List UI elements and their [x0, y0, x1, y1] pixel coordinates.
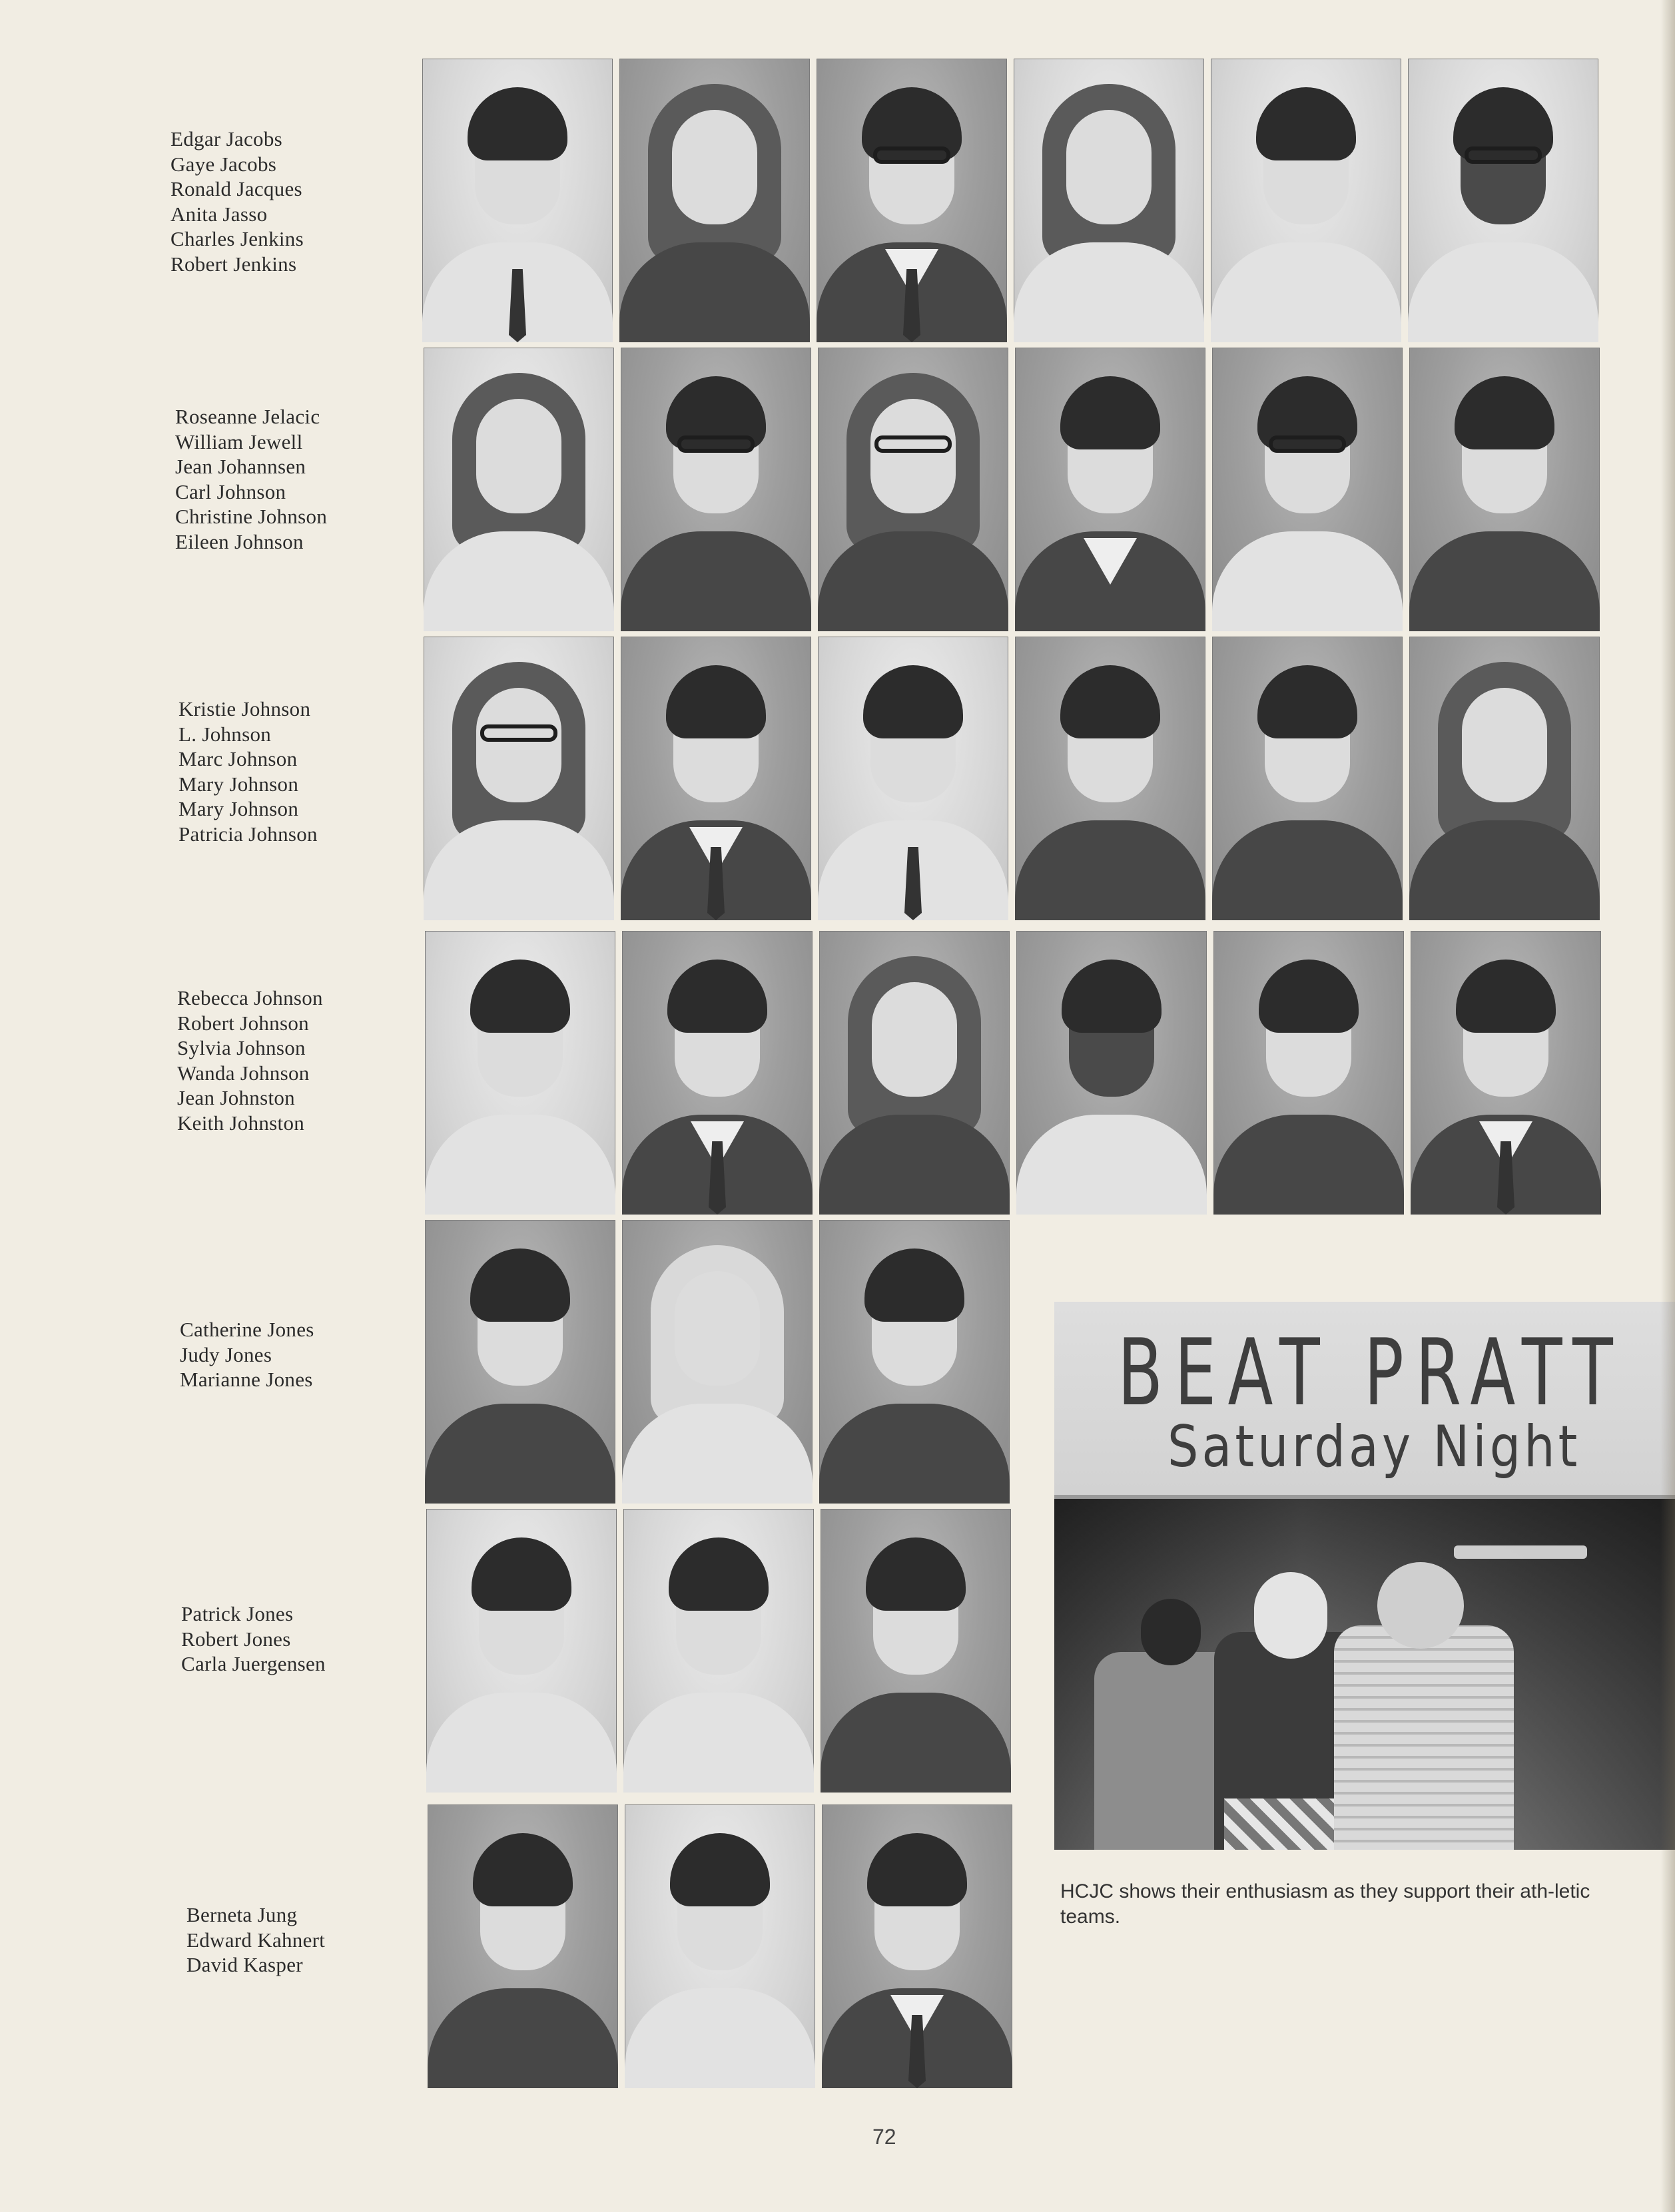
- name-list: [186, 1902, 325, 1978]
- student-name: Mary Johnson: [178, 797, 299, 820]
- student-name: Carl Johnson: [175, 479, 286, 503]
- hallway-scene: [1054, 1499, 1675, 1850]
- student-name: Kristie Johnson: [178, 697, 311, 720]
- student-name: Roseanne Jelacic: [175, 405, 320, 428]
- student-portrait: [819, 931, 1010, 1215]
- portrait-row: [424, 348, 1600, 631]
- banner-line2: Saturday Night: [1168, 1414, 1581, 1480]
- student-portrait: [426, 1509, 617, 1793]
- student-portrait: [1015, 637, 1205, 920]
- student-portrait: [622, 931, 813, 1215]
- student-name: Robert Jones: [181, 1627, 291, 1651]
- student-name: Edward Kahnert: [186, 1928, 326, 1952]
- student-name: Edgar Jacobs: [170, 127, 283, 150]
- student-name: Patrick Jones: [181, 1602, 294, 1625]
- student-portrait: [822, 1804, 1012, 2088]
- student-name: Marianne Jones: [180, 1368, 313, 1391]
- student-portrait: [425, 1220, 615, 1504]
- student-name: Mary Johnson: [178, 772, 299, 796]
- student-portrait: [819, 1220, 1010, 1504]
- banner-line1: BEAT PRATT: [1118, 1319, 1625, 1426]
- name-list: [180, 1317, 314, 1392]
- student-portrait: [1409, 348, 1600, 631]
- photo-caption: HCJC shows their enthusiasm as they support their ath-letic teams.: [1060, 1880, 1590, 1928]
- candid-photo: [1054, 1302, 1675, 1850]
- name-list: [178, 696, 318, 846]
- student-portrait: [1213, 931, 1404, 1215]
- student-portrait: [621, 348, 811, 631]
- student-name: Eileen Johnson: [175, 529, 304, 553]
- name-list: [181, 1601, 326, 1677]
- student-name: Robert Johnson: [177, 1011, 309, 1035]
- banner-sign: [1054, 1302, 1675, 1499]
- portrait-row: [426, 1509, 1011, 1793]
- student-portrait: [818, 637, 1008, 920]
- name-list: [175, 404, 327, 554]
- student-name: Jean Johnston: [177, 1086, 295, 1109]
- page-number: 72: [872, 2125, 896, 2149]
- student-portrait: [424, 637, 614, 920]
- student-name: Judy Jones: [180, 1342, 272, 1366]
- student-portrait: [623, 1509, 814, 1793]
- name-list: [177, 985, 323, 1135]
- student-portrait: [1408, 59, 1598, 342]
- student-portrait: [1014, 59, 1204, 342]
- student-portrait: [422, 59, 613, 342]
- student-name: L. Johnson: [178, 722, 272, 746]
- page-edge-shadow: [1660, 0, 1675, 2212]
- student-portrait: [821, 1509, 1011, 1793]
- student-portrait: [625, 1804, 815, 2088]
- student-portrait: [621, 637, 811, 920]
- student-portrait: [1212, 637, 1403, 920]
- student-name: William Jewell: [175, 429, 303, 453]
- portrait-row: [424, 637, 1600, 920]
- portrait-row: [425, 931, 1601, 1215]
- student-name: Christine Johnson: [175, 505, 328, 528]
- student-portrait: [1411, 931, 1601, 1215]
- student-name: Jean Johannsen: [175, 455, 306, 478]
- student-name: Berneta Jung: [186, 1903, 298, 1926]
- student-name: Gaye Jacobs: [170, 152, 277, 176]
- student-portrait: [619, 59, 810, 342]
- name-list: [170, 127, 304, 276]
- student-portrait: [1212, 348, 1403, 631]
- student-portrait: [428, 1804, 618, 2088]
- student-name: Patricia Johnson: [178, 822, 318, 846]
- student-portrait: [818, 348, 1008, 631]
- student-portrait: [817, 59, 1007, 342]
- student-portrait: [424, 348, 614, 631]
- portrait-row: [428, 1804, 1012, 2088]
- student-name: Anita Jasso: [170, 202, 268, 226]
- student-portrait: [1016, 931, 1207, 1215]
- student-name: Marc Johnson: [178, 747, 298, 770]
- student-name: Sylvia Johnson: [177, 1036, 306, 1059]
- student-name: David Kasper: [186, 1953, 303, 1976]
- student-portrait: [425, 931, 615, 1215]
- student-figure: [1334, 1625, 1514, 1850]
- student-name: Robert Jenkins: [170, 252, 297, 276]
- student-name: Carla Juergensen: [181, 1652, 326, 1675]
- student-name: Rebecca Johnson: [177, 986, 323, 1009]
- student-name: Catherine Jones: [180, 1318, 314, 1341]
- student-name: Keith Johnston: [177, 1111, 305, 1135]
- portrait-row: [422, 59, 1598, 342]
- student-portrait: [1211, 59, 1401, 342]
- portrait-row: [425, 1220, 1010, 1504]
- student-portrait: [1015, 348, 1205, 631]
- student-portrait: [622, 1220, 813, 1504]
- student-portrait: [1409, 637, 1600, 920]
- student-name: Wanda Johnson: [177, 1061, 310, 1085]
- student-name: Charles Jenkins: [170, 227, 304, 250]
- student-name: Ronald Jacques: [170, 177, 302, 200]
